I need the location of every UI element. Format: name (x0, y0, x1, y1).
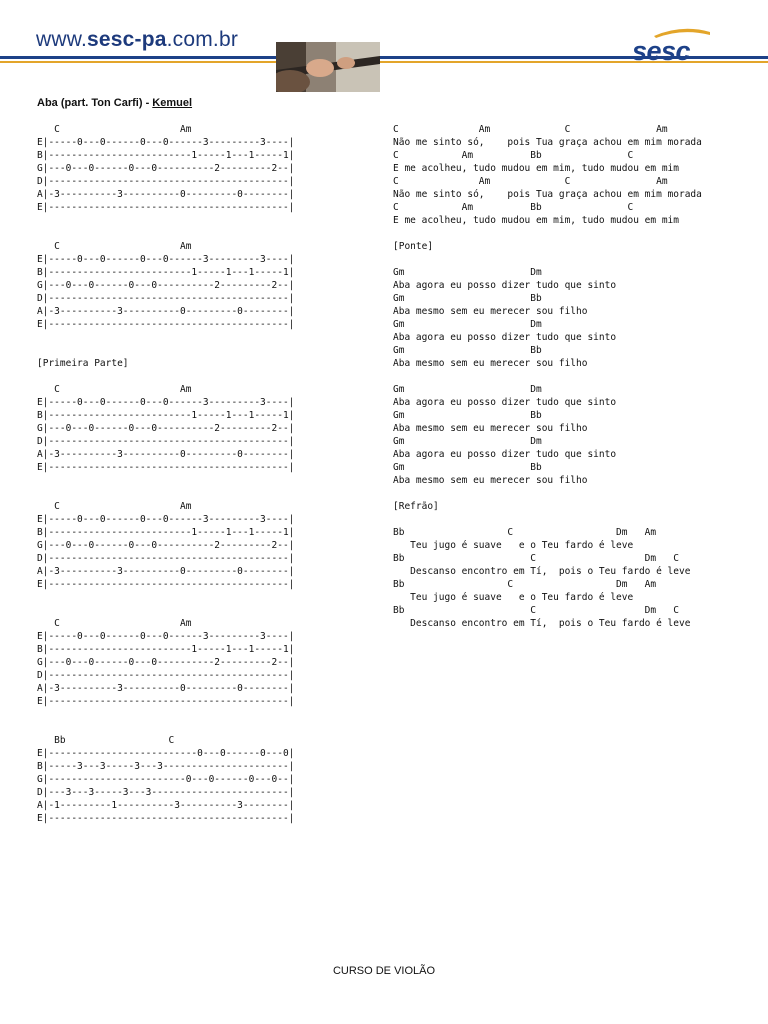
text-line: Não me sinto só, pois Tua graça achou em mim morada (393, 189, 702, 200)
text-line: A|-3----------3----------0---------0--------| (37, 306, 295, 317)
text-line: E|------------------------------------------| (37, 813, 295, 824)
blank-line (37, 721, 337, 734)
text-line: G|---0---0------0---0----------2---------2--| (37, 423, 295, 434)
text-line: C Am Bb C (393, 202, 634, 213)
footer-label: CURSO DE VIOLÃO (332, 965, 436, 977)
text-line: E|--------------------------0---0------0---0| (37, 748, 295, 759)
text-line: E|------------------------------------------| (37, 579, 295, 590)
text-line: Aba mesmo sem eu merecer sou filho (393, 306, 588, 317)
text-line: D|------------------------------------------| (37, 553, 295, 564)
text-line: A|-1---------1----------3----------3--------| (37, 800, 295, 811)
text-line: Aba agora eu posso dizer tudo que sinto (393, 280, 617, 291)
text-line: E|------------------------------------------| (37, 202, 295, 213)
blank-line (37, 474, 337, 487)
text-line: [Primeira Parte] (37, 358, 129, 369)
blank-line (37, 591, 337, 604)
text-line: B|-----3---3-----3---3----------------------| (37, 761, 295, 772)
blank-line (37, 370, 337, 383)
text-line: B|-------------------------1-----1---1-----1| (37, 410, 295, 421)
song-name: Aba (part. Ton Carfi) - (37, 97, 153, 109)
text-line: B|-------------------------1-----1---1-----1| (37, 527, 295, 538)
text-line: E|-----0---0------0---0------3---------3----| (37, 397, 295, 408)
page-header (0, 0, 768, 100)
text-line: D|------------------------------------------| (37, 670, 295, 681)
artist-link[interactable]: Kemuel (152, 97, 193, 109)
text-line: Aba agora eu posso dizer tudo que sinto (393, 449, 617, 460)
text-line: D|---3---3-----3---3------------------------| (37, 787, 295, 798)
text-line: A|-3----------3----------0---------0--------| (37, 449, 295, 460)
guitar-photo-image (276, 42, 380, 92)
url-suffix: .com.br (166, 28, 239, 51)
text-line: Gm Dm (393, 319, 542, 330)
sesc-logo-text: sesc (632, 36, 691, 66)
text-line: B|-------------------------1-----1---1-----1| (37, 267, 295, 278)
text-line: C Am (37, 384, 192, 395)
text-line: [Ponte] (393, 241, 434, 252)
blank-line (393, 227, 753, 240)
blank-line (37, 344, 337, 357)
text-line: C Am (37, 501, 192, 512)
text-line: Aba mesmo sem eu merecer sou filho (393, 423, 588, 434)
blank-line (393, 370, 753, 383)
text-line: Aba agora eu posso dizer tudo que sinto (393, 332, 617, 343)
text-line: E|-----0---0------0---0------3---------3----| (37, 631, 295, 642)
text-line: Gm Bb (393, 293, 542, 304)
text-line: Descanso encontro em Tí, pois o Teu fardo é leve (393, 566, 691, 577)
blank-line (37, 604, 337, 617)
text-line: Bb C Dm Am (393, 579, 657, 590)
sesc-logo (632, 26, 714, 68)
text-line: Gm Bb (393, 410, 542, 421)
text-line: Gm Dm (393, 384, 542, 395)
text-line: B|-------------------------1-----1---1-----1| (37, 644, 295, 655)
text-line: C Am (37, 124, 192, 135)
text-line: E|------------------------------------------| (37, 319, 295, 330)
text-line: A|-3----------3----------0---------0--------| (37, 566, 295, 577)
text-line: D|------------------------------------------| (37, 436, 295, 447)
text-line: E|-----0---0------0---0------3---------3----| (37, 254, 295, 265)
text-line: E|-----0---0------0---0------3---------3----| (37, 137, 295, 148)
text-line: G|---0---0------0---0----------2---------2--| (37, 540, 295, 551)
text-line: Gm Bb (393, 345, 542, 356)
guitar-photo (276, 42, 380, 92)
lyrics-column (393, 123, 753, 630)
text-line: E|------------------------------------------| (37, 696, 295, 707)
text-line: Descanso encontro em Tí, pois o Teu fardo é leve (393, 618, 691, 629)
text-line: Aba agora eu posso dizer tudo que sinto (393, 397, 617, 408)
text-line: [Refrão] (393, 501, 439, 512)
text-line: E me acolheu, tudo mudou em mim, tudo mudou em mim (393, 163, 679, 174)
text-line: Aba mesmo sem eu merecer sou filho (393, 475, 588, 486)
text-line: E me acolheu, tudo mudou em mim, tudo mudou em mim (393, 215, 679, 226)
text-line: E|------------------------------------------| (37, 462, 295, 473)
text-line: C Am (37, 618, 192, 629)
text-line: E|-----0---0------0---0------3---------3----| (37, 514, 295, 525)
url-bold: sesc-pa (86, 28, 167, 51)
text-line: Gm Dm (393, 267, 542, 278)
text-line: D|------------------------------------------| (37, 293, 295, 304)
blank-line (37, 708, 337, 721)
blank-line (393, 487, 753, 500)
text-line: G|---0---0------0---0----------2---------2--| (37, 657, 295, 668)
site-url (36, 28, 238, 52)
text-line: B|-------------------------1-----1---1-----1| (37, 150, 295, 161)
blank-line (393, 253, 753, 266)
text-line: G|---0---0------0---0----------2---------2--| (37, 163, 295, 174)
text-line: D|------------------------------------------| (37, 176, 295, 187)
text-line: C Am Bb C (393, 150, 634, 161)
text-line: Bb C Dm C (393, 553, 679, 564)
url-prefix: www. (36, 28, 87, 51)
text-line: Bb C Dm C (393, 605, 679, 616)
text-line: Bb C (37, 735, 175, 746)
text-line: Não me sinto só, pois Tua graça achou em mim morada (393, 137, 702, 148)
blank-line (37, 214, 337, 227)
text-line: Gm Dm (393, 436, 542, 447)
text-line: Teu jugo é suave e o Teu fardo é leve (393, 592, 634, 603)
blank-line (393, 513, 753, 526)
text-line: C Am C Am (393, 124, 668, 135)
text-line: A|-3----------3----------0---------0--------| (37, 683, 295, 694)
blank-line (37, 487, 337, 500)
text-line: Aba mesmo sem eu merecer sou filho (393, 358, 588, 369)
text-line: Bb C Dm Am (393, 527, 657, 538)
text-line: A|-3----------3----------0---------0--------| (37, 189, 295, 200)
text-line: G|------------------------0---0------0---0--| (37, 774, 295, 785)
blank-line (37, 227, 337, 240)
tablature-column (37, 123, 337, 825)
song-title (37, 97, 192, 109)
text-line: Teu jugo é suave e o Teu fardo é leve (393, 540, 634, 551)
text-line: G|---0---0------0---0----------2---------2--| (37, 280, 295, 291)
text-line: C Am (37, 241, 192, 252)
text-line: Gm Bb (393, 462, 542, 473)
blank-line (37, 331, 337, 344)
text-line: C Am C Am (393, 176, 668, 187)
